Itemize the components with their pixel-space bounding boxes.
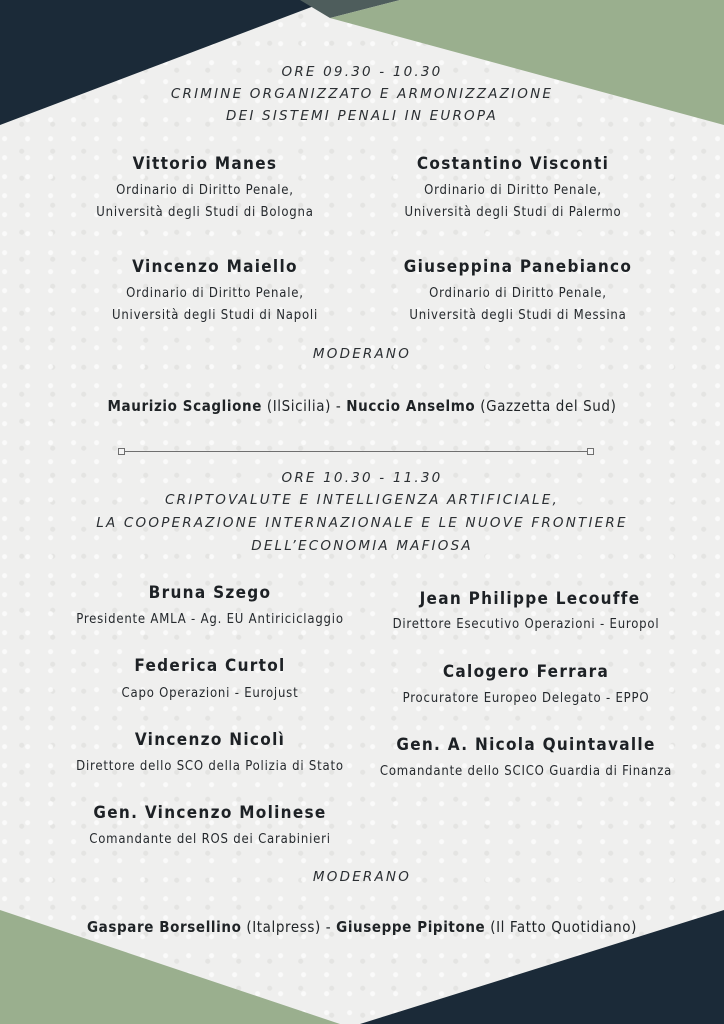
speaker-affiliation: Università degli Studi di Palermo [404,205,622,220]
divider-end-right [587,448,594,455]
speaker-affiliation: Università degli Studi di Napoli [111,308,319,323]
speaker-name: Federica Curtol [134,656,286,676]
speaker-role: Ordinario di Diritto Penale, [429,286,607,301]
section-divider [121,451,591,452]
session2-moderators [0,918,724,936]
speaker-name: Gen. Vincenzo Molinese [93,803,327,823]
speaker-name: Costantino Visconti [416,154,610,174]
speaker-role: Ordinario di Diritto Penale, [116,183,294,198]
session1-title-line1: CRIMINE ORGANIZZATO E ARMONIZZAZIONE [170,86,554,102]
session2-title-line3: DELL’ECONOMIA MAFIOSA [251,538,473,554]
speaker-role: Ordinario di Diritto Penale, [424,183,602,198]
speaker-role: Procuratore Europeo Delegato - EPPO [402,691,650,706]
session2-moderators-label: MODERANO [312,869,412,885]
moderator-name: Maurizio Scaglione [107,397,262,415]
speaker-name: Vittorio Manes [132,154,278,174]
speaker-role: Presidente AMLA - Ag. EU Antiriciclaggio [76,612,344,627]
speaker-name: Jean Philippe Lecouffe [419,589,641,609]
moderator-separator: - [330,397,347,415]
speaker-role: Direttore Esecutivo Operazioni - Europol [392,617,660,632]
speaker-role: Comandante dello SCICO Guardia di Finanza [379,764,673,779]
session1-title-line2: DEI SISTEMI PENALI IN EUROPA [226,108,498,124]
speaker-affiliation: Università degli Studi di Messina [409,308,627,323]
moderator-outlet: (Gazzetta del Sud) [480,397,617,415]
session2-title-line2: LA COOPERAZIONE INTERNAZIONALE E LE NUOVE FRONTIERE [96,515,628,531]
speaker-name: Calogero Ferrara [442,662,610,682]
session1-moderators [0,397,724,415]
speaker-role: Direttore dello SCO della Polizia di Stato [76,759,344,774]
moderator-separator: - [320,918,337,936]
speaker-role: Capo Operazioni - Eurojust [121,686,299,701]
moderator-outlet: (Il Fatto Quotidiano) [490,918,637,936]
speaker-name: Vincenzo Maiello [132,257,298,277]
speaker-role: Comandante del ROS dei Carabinieri [89,832,331,847]
moderator-name: Giuseppe Pipitone [336,918,486,936]
moderator-name: Nuccio Anselmo [346,397,476,415]
moderator-name: Gaspare Borsellino [87,918,242,936]
speaker-name: Giuseppina Panebianco [403,257,633,277]
session1-time: ORE 09.30 - 10.30 [281,64,443,80]
speaker-name: Bruna Szego [148,583,272,603]
moderator-outlet: (IlSicilia) [266,397,331,415]
speaker-name: Gen. A. Nicola Quintavalle [396,735,656,755]
session1-moderators-label: MODERANO [312,346,412,362]
session2-title-line1: CRIPTOVALUTE E INTELLIGENZA ARTIFICIALE, [165,492,559,508]
speaker-affiliation: Università degli Studi di Bologna [96,205,314,220]
speaker-role: Ordinario di Diritto Penale, [126,286,304,301]
session2-time: ORE 10.30 - 11.30 [281,470,443,486]
moderator-outlet: (Italpress) [246,918,321,936]
divider-end-left [118,448,125,455]
speaker-name: Vincenzo Nicolì [134,730,286,750]
